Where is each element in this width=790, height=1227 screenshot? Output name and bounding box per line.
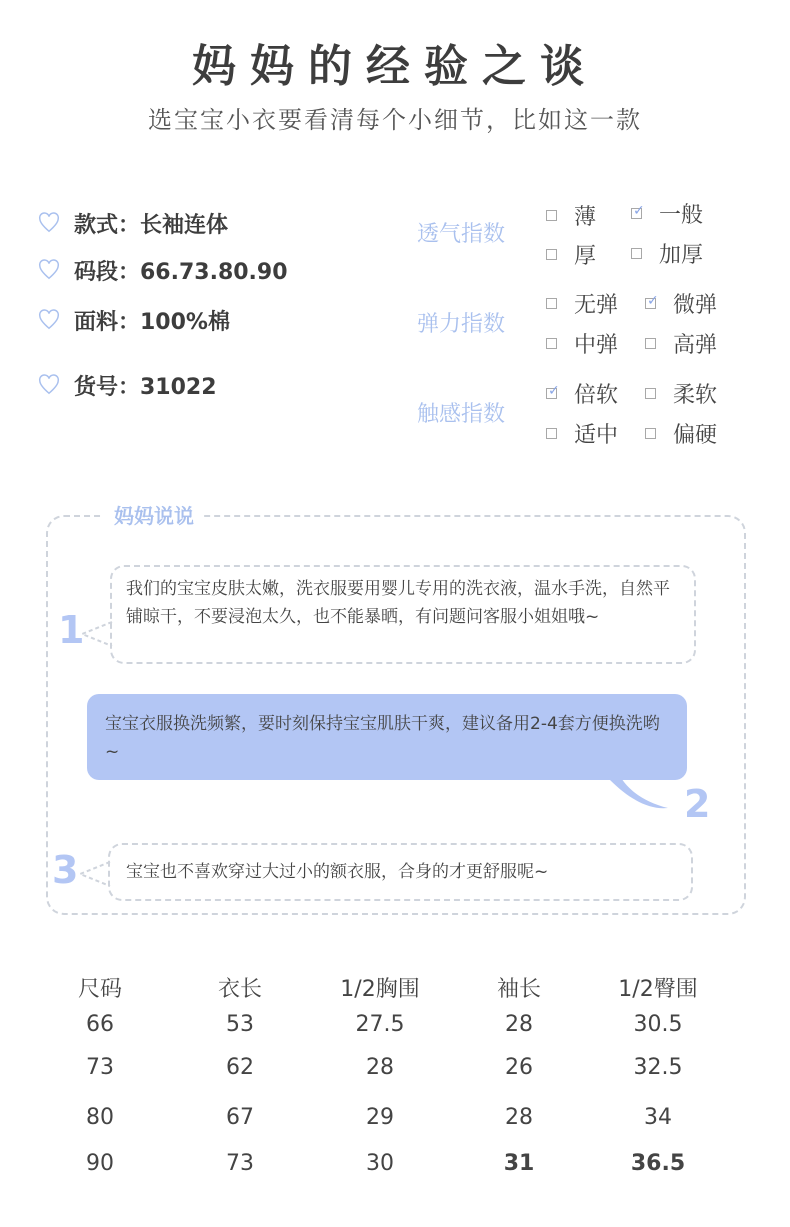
- metric-label-elasticity: 弹力指数: [417, 312, 506, 337]
- table-row: [30, 1151, 760, 1181]
- option-normal[interactable]: ✓ 一般: [633, 202, 704, 228]
- checkbox-checked-icon[interactable]: ✓: [647, 292, 659, 309]
- tip-bubble: 我们的宝宝皮肤太嫩，洗衣服要用婴儿专用的洗衣液，温水手洗，自然平铺晾干，不要浸泡太久，也不能暴晒，有问题问客服小姐姐哦~: [110, 565, 696, 664]
- option-thick[interactable]: 厚: [546, 239, 596, 269]
- tips-title: 妈妈说说: [104, 500, 204, 529]
- table-cell: 67: [226, 1105, 254, 1130]
- table-cell: 28: [366, 1055, 394, 1080]
- option-extra-soft[interactable]: ✓ 倍软: [548, 382, 619, 408]
- table-cell: 34: [644, 1105, 672, 1130]
- table-cell: 73: [226, 1151, 254, 1176]
- checkbox-checked-icon[interactable]: ✓: [548, 382, 560, 399]
- tip-number: 2: [684, 782, 711, 826]
- table-cell: 32.5: [633, 1055, 683, 1080]
- table-cell: 73: [86, 1055, 114, 1080]
- option-extra-thick[interactable]: 加厚: [631, 238, 703, 268]
- table-cell: 28: [505, 1012, 533, 1037]
- table-cell: 53: [226, 1012, 254, 1037]
- option-moderate[interactable]: 适中: [546, 418, 618, 448]
- option-thin[interactable]: 薄: [546, 200, 596, 230]
- table-cell: 66: [86, 1012, 114, 1037]
- table-cell: 30: [366, 1151, 394, 1176]
- table-cell: 27.5: [355, 1012, 405, 1037]
- table-cell: 62: [226, 1055, 254, 1080]
- spec-sizes: 码段：66.73.80.90: [74, 259, 288, 285]
- tip-number: 1: [58, 608, 85, 652]
- option-soft[interactable]: 柔软: [645, 378, 717, 408]
- option-high-stretch[interactable]: 高弹: [645, 328, 717, 358]
- size-table: [30, 0, 760, 1227]
- table-row: [30, 1105, 760, 1135]
- tip-bubble-highlight: 宝宝衣服换洗频繁，要时刻保持宝宝肌肤干爽，建议备用2-4套方便换洗哟~: [87, 694, 687, 780]
- page-subtitle: 选宝宝小衣要看清每个小细节，比如这一款: [148, 106, 642, 134]
- table-cell: 28: [505, 1105, 533, 1130]
- table-cell: 31: [503, 1151, 535, 1176]
- table-cell: 29: [366, 1105, 394, 1130]
- spec-item-number: 货号：31022: [74, 374, 217, 400]
- option-firm[interactable]: 偏硬: [645, 418, 717, 448]
- table-header: 袖长: [496, 977, 541, 1002]
- metric-label-touch: 触感指数: [417, 402, 506, 427]
- table-cell: 90: [86, 1151, 114, 1176]
- table-header: 1/2胸围: [340, 977, 420, 1002]
- table-cell: 80: [86, 1105, 114, 1130]
- table-cell: 30.5: [633, 1012, 683, 1037]
- table-row: [30, 1012, 760, 1042]
- table-cell: 26: [505, 1055, 533, 1080]
- checkbox-checked-icon[interactable]: ✓: [633, 202, 645, 219]
- spec-fabric: 面料：100%棉: [74, 309, 230, 335]
- table-header-row: [30, 972, 760, 1002]
- tip-bubble: 宝宝也不喜欢穿过大过小的额衣服，合身的才更舒服呢~: [108, 843, 693, 901]
- table-cell: 36.5: [630, 1151, 686, 1176]
- table-row: [30, 1055, 760, 1085]
- option-no-stretch[interactable]: 无弹: [546, 288, 618, 318]
- table-header: 衣长: [217, 977, 262, 1002]
- page-title: 妈妈的经验之谈: [192, 41, 598, 92]
- option-medium-stretch[interactable]: 中弹: [546, 328, 618, 358]
- spec-style: 款式：长袖连体: [74, 212, 229, 238]
- table-header: 1/2臀围: [618, 977, 698, 1002]
- table-header: 尺码: [77, 977, 122, 1002]
- tip-number: 3: [52, 848, 79, 892]
- option-slight-stretch[interactable]: ✓ 微弹: [647, 292, 718, 318]
- metric-label-breathability: 透气指数: [417, 222, 506, 247]
